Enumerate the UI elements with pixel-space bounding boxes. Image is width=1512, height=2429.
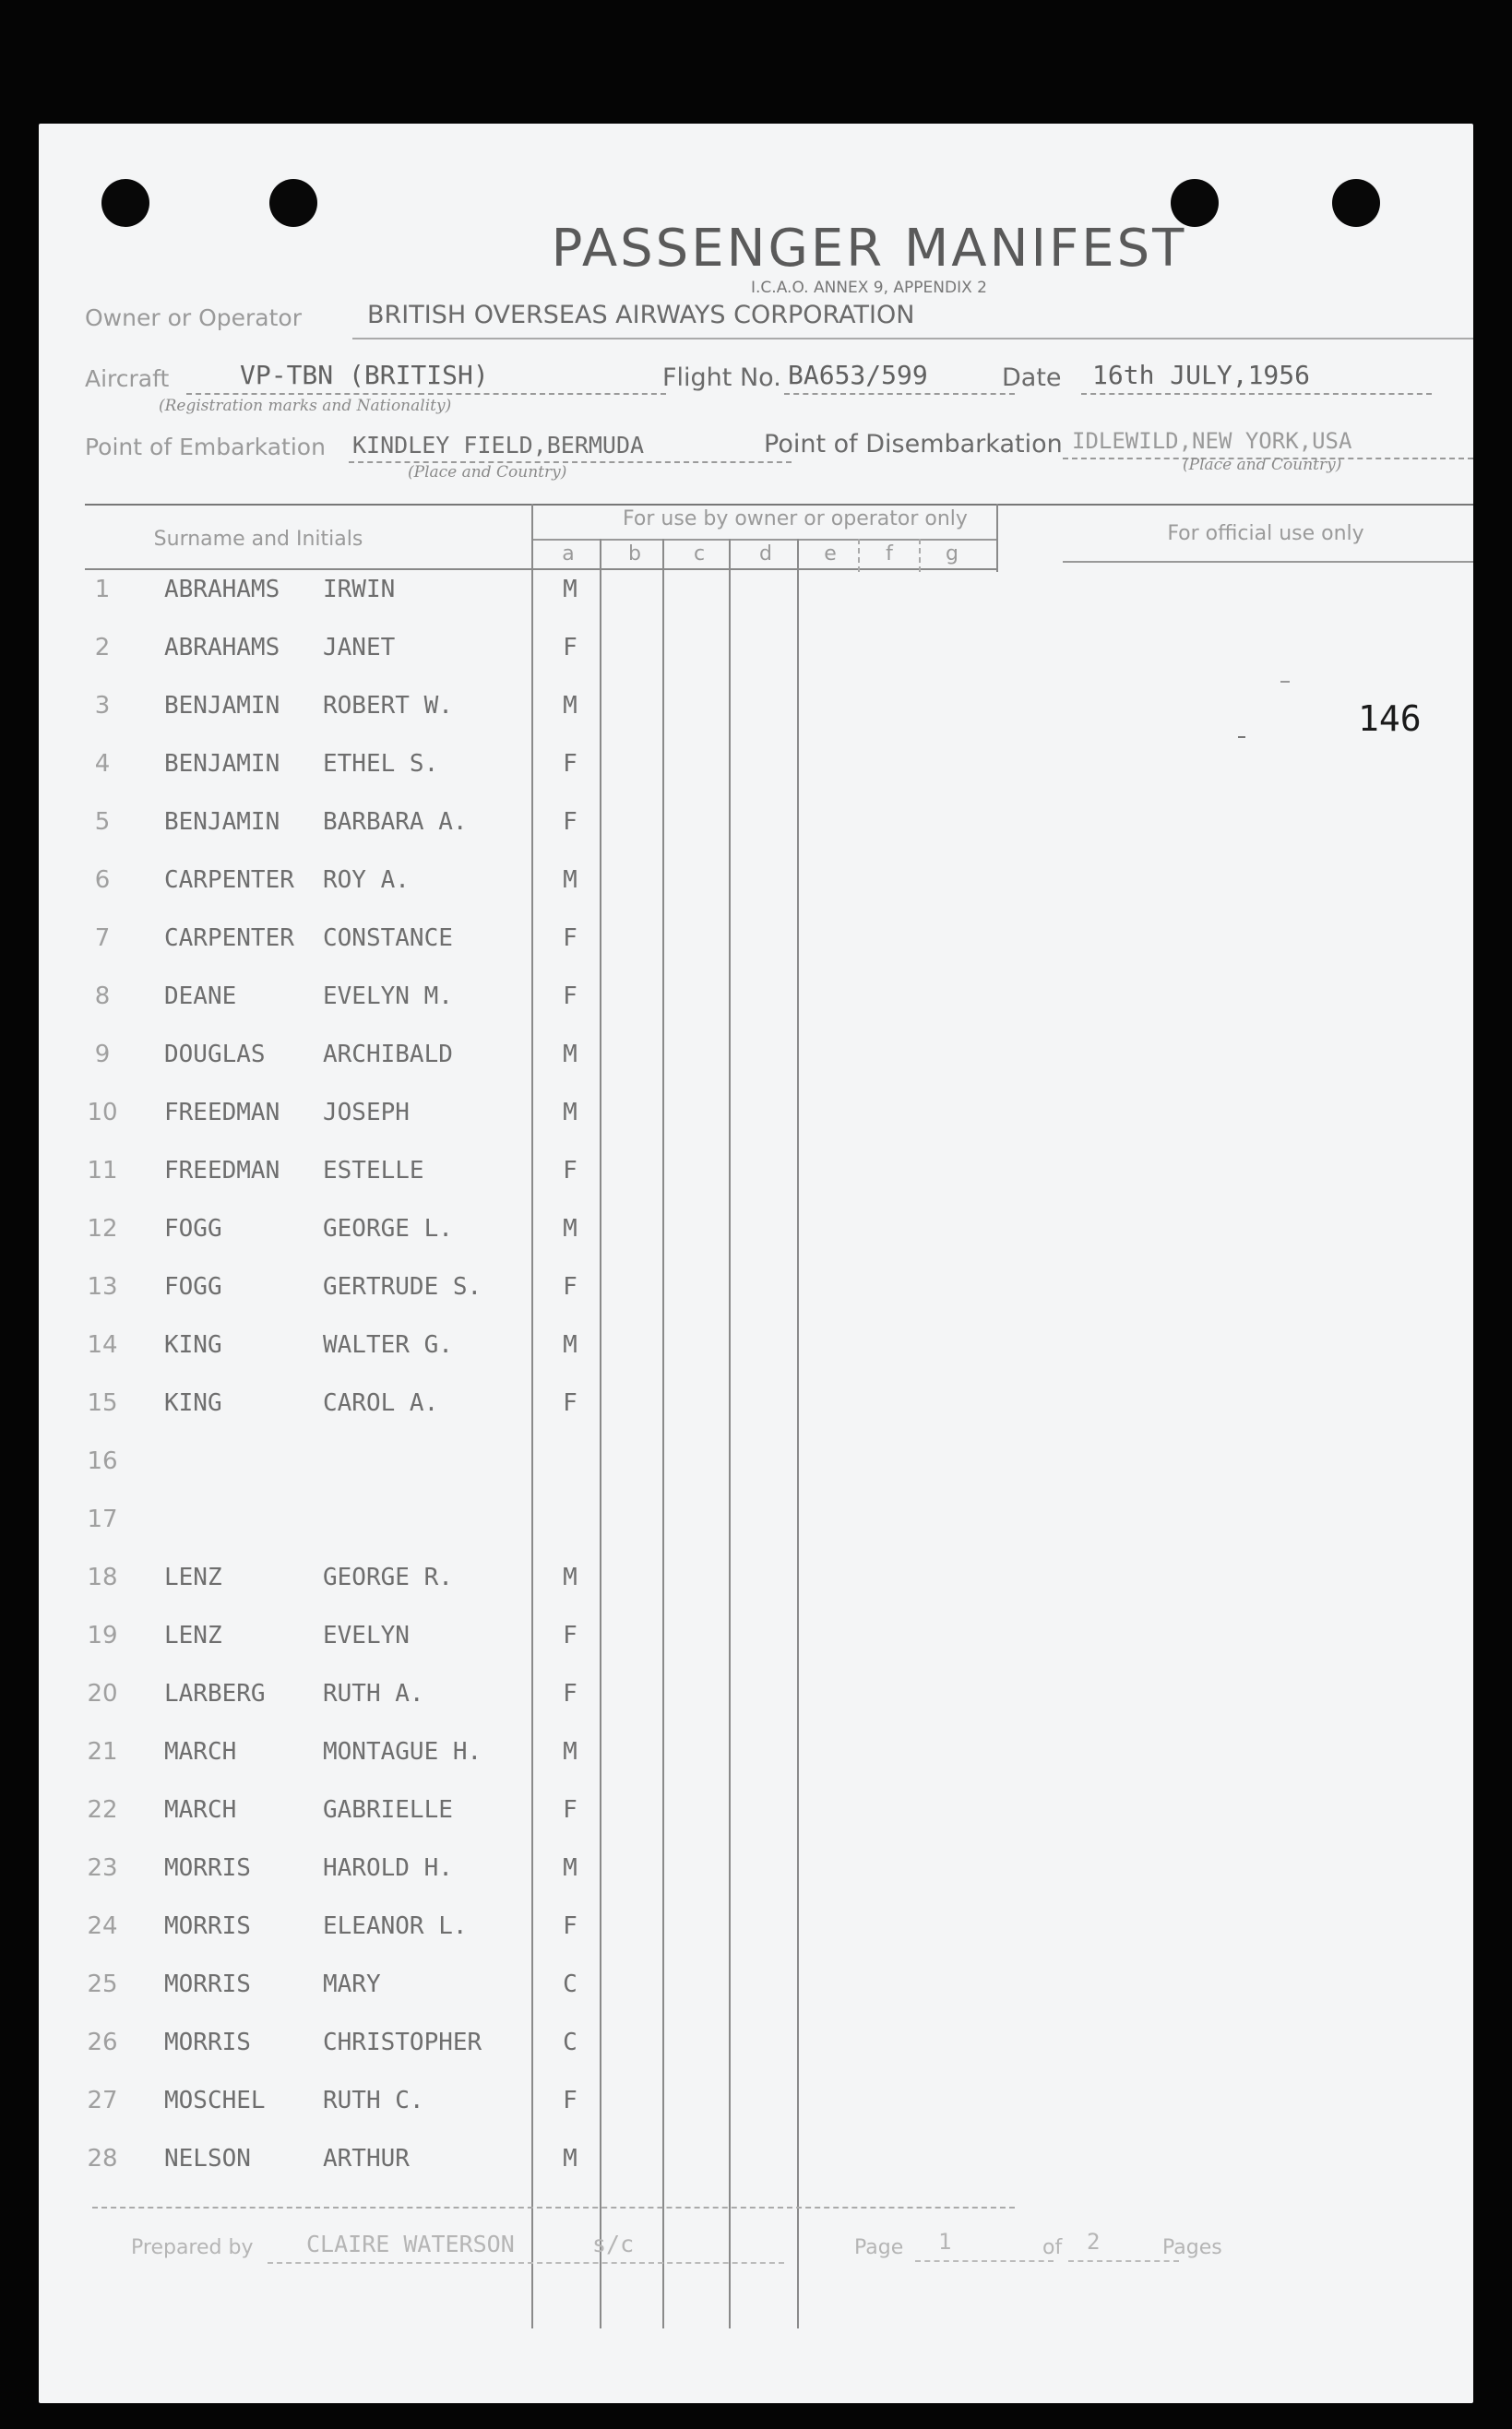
row-number: 15	[87, 1389, 118, 1417]
row-sex: M	[563, 2145, 577, 2173]
row-sex: F	[563, 634, 577, 661]
row-sex: F	[563, 750, 577, 778]
row-sex: F	[563, 2087, 577, 2114]
divider	[352, 338, 1473, 339]
col-a: a	[562, 542, 575, 566]
table-row	[39, 2145, 1473, 2202]
official-use-header: For official use only	[1167, 522, 1364, 545]
row-surname: CARPENTER	[164, 924, 294, 952]
table-row	[39, 2087, 1473, 2144]
table-bottom-border	[92, 2207, 1015, 2209]
aircraft-label: Aircraft	[85, 365, 170, 392]
embark-note: (Place and Country)	[408, 463, 567, 482]
row-surname: MORRIS	[164, 1912, 251, 1940]
row-number: 6	[94, 866, 111, 894]
row-first-name: EVELYN	[323, 1622, 410, 1649]
page-subtitle: I.C.A.O. ANNEX 9, APPENDIX 2	[751, 279, 987, 297]
flight-label: Flight No.	[662, 363, 781, 392]
row-first-name: CHRISTOPHER	[323, 2029, 482, 2056]
row-sex: F	[563, 1273, 577, 1301]
page-title: PASSENGER MANIFEST	[551, 219, 1187, 279]
embark-label: Point of Embarkation	[85, 434, 326, 460]
col-c: c	[693, 542, 706, 566]
table-row	[39, 2029, 1473, 2086]
row-sex: M	[563, 1854, 577, 1882]
row-first-name: ROBERT W.	[323, 692, 453, 720]
row-sex: F	[563, 1622, 577, 1649]
row-first-name: IRWIN	[323, 576, 396, 603]
row-number: 14	[87, 1331, 118, 1359]
row-first-name: ESTELLE	[323, 1157, 424, 1185]
table-row	[39, 1564, 1473, 1621]
punch-hole	[101, 179, 149, 227]
date-label: Date	[1002, 363, 1062, 392]
row-number: 12	[87, 1215, 118, 1243]
row-sex: M	[563, 1738, 577, 1766]
row-number: 23	[87, 1854, 118, 1882]
column-line	[919, 539, 921, 572]
table-row	[39, 1796, 1473, 1853]
row-first-name: RUTH C.	[323, 2087, 424, 2114]
row-surname: LENZ	[164, 1622, 222, 1649]
row-number: 16	[87, 1447, 118, 1475]
row-sex: M	[563, 1215, 577, 1243]
disembark-note: (Place and Country)	[1183, 456, 1342, 474]
row-first-name: GEORGE L.	[323, 1215, 453, 1243]
row-surname: BENJAMIN	[164, 750, 280, 778]
row-first-name: MONTAGUE H.	[323, 1738, 482, 1766]
row-first-name: ELEANOR L.	[323, 1912, 468, 1940]
row-surname: CARPENTER	[164, 866, 294, 894]
punch-hole	[1332, 179, 1380, 227]
col-e: e	[824, 542, 837, 566]
row-number: 22	[87, 1796, 118, 1824]
table-row	[39, 1622, 1473, 1679]
row-surname: KING	[164, 1331, 222, 1359]
table-row	[39, 1854, 1473, 1911]
row-first-name: ARTHUR	[323, 2145, 410, 2173]
row-number: 28	[87, 2145, 118, 2173]
underline	[268, 2262, 784, 2264]
page-label: Page	[854, 2236, 904, 2259]
row-surname: FOGG	[164, 1215, 222, 1243]
row-number: 9	[94, 1041, 111, 1068]
row-number: 4	[94, 750, 111, 778]
prepared-label: Prepared by	[131, 2236, 254, 2259]
row-sex: F	[563, 808, 577, 836]
table-row	[39, 1680, 1473, 1737]
pages-label: Pages	[1162, 2236, 1222, 2259]
row-number: 8	[94, 982, 111, 1010]
row-first-name: EVELYN M.	[323, 982, 453, 1010]
underline	[915, 2260, 1054, 2262]
row-surname: MARCH	[164, 1738, 237, 1766]
official-underline	[1063, 561, 1473, 563]
table-row	[39, 1215, 1473, 1272]
prepared-suffix: s/c	[592, 2231, 635, 2257]
row-sex: M	[563, 866, 577, 894]
row-first-name: JOSEPH	[323, 1099, 410, 1126]
row-surname: MARCH	[164, 1796, 237, 1824]
row-number: 13	[87, 1273, 118, 1301]
disembark-label: Point of Disembarkation	[764, 430, 1063, 458]
row-sex: M	[563, 692, 577, 720]
owner-value: BRITISH OVERSEAS AIRWAYS CORPORATION	[367, 301, 915, 329]
row-number: 17	[87, 1506, 118, 1533]
table-row	[39, 576, 1473, 633]
row-sex: F	[563, 1796, 577, 1824]
table-row	[39, 1447, 1473, 1505]
manifest-page	[39, 124, 1473, 2403]
row-number: 11	[87, 1157, 118, 1185]
row-surname: MOSCHEL	[164, 2087, 266, 2114]
column-line	[858, 539, 860, 572]
row-surname: MORRIS	[164, 1971, 251, 1998]
table-row	[39, 982, 1473, 1040]
row-surname: BENJAMIN	[164, 692, 280, 720]
row-sex: F	[563, 1157, 577, 1185]
row-surname: LARBERG	[164, 1680, 266, 1708]
row-surname: FREEDMAN	[164, 1099, 280, 1126]
name-header: Surname and Initials	[153, 528, 363, 551]
embark-value: KINDLEY FIELD,BERMUDA	[352, 432, 645, 458]
flight-value: BA653/599	[788, 360, 928, 390]
prepared-value: CLAIRE WATERSON	[306, 2231, 515, 2257]
table-row	[39, 634, 1473, 691]
punch-hole	[269, 179, 317, 227]
table-row	[39, 1273, 1473, 1330]
row-number: 5	[94, 808, 111, 836]
table-row	[39, 692, 1473, 749]
annotation-number: 146	[1358, 698, 1422, 739]
col-g: g	[946, 542, 958, 566]
row-number: 25	[87, 1971, 118, 1998]
row-surname: DOUGLAS	[164, 1041, 266, 1068]
of-label: of	[1042, 2236, 1063, 2259]
table-row	[39, 1971, 1473, 2028]
row-sex: M	[563, 1331, 577, 1359]
page-value: 1	[938, 2229, 952, 2255]
table-row	[39, 866, 1473, 923]
row-number: 26	[87, 2029, 118, 2056]
tick-mark	[1238, 736, 1245, 738]
table-row	[39, 1738, 1473, 1795]
row-sex: F	[563, 1680, 577, 1708]
row-sex: M	[563, 576, 577, 603]
row-first-name: ETHEL S.	[323, 750, 439, 778]
row-sex: M	[563, 1099, 577, 1126]
row-number: 21	[87, 1738, 118, 1766]
date-value: 16th JULY,1956	[1092, 360, 1311, 390]
row-first-name: GABRIELLE	[323, 1796, 453, 1824]
row-number: 7	[94, 924, 111, 952]
table-row	[39, 1912, 1473, 1970]
row-sex: F	[563, 1389, 577, 1417]
row-sex: M	[563, 1041, 577, 1068]
col-f: f	[886, 542, 893, 566]
row-sex: C	[563, 2029, 577, 2056]
row-surname: KING	[164, 1389, 222, 1417]
row-first-name: WALTER G.	[323, 1331, 453, 1359]
table-row	[39, 924, 1473, 982]
table-row	[39, 1157, 1473, 1214]
row-surname: FOGG	[164, 1273, 222, 1301]
row-sex: F	[563, 1912, 577, 1940]
table-row	[39, 750, 1473, 807]
row-number: 20	[87, 1680, 118, 1708]
table-row	[39, 1389, 1473, 1447]
row-surname: NELSON	[164, 2145, 251, 2173]
aircraft-note: (Registration marks and Nationality)	[159, 397, 452, 415]
row-number: 2	[94, 634, 111, 661]
row-first-name: CONSTANCE	[323, 924, 453, 952]
disembark-value: IDLEWILD,NEW YORK,USA	[1072, 428, 1352, 454]
underline	[1068, 2260, 1179, 2262]
col-d: d	[759, 542, 772, 566]
row-number: 19	[87, 1622, 118, 1649]
underline	[1081, 393, 1432, 395]
row-number: 1	[94, 576, 111, 603]
row-first-name: RUTH A.	[323, 1680, 424, 1708]
table-row	[39, 1506, 1473, 1563]
row-first-name: MARY	[323, 1971, 381, 1998]
row-number: 18	[87, 1564, 118, 1591]
table-row	[39, 1099, 1473, 1156]
row-first-name: ROY A.	[323, 866, 410, 894]
row-surname: ABRAHAMS	[164, 634, 280, 661]
owner-use-header: For use by owner or operator only	[623, 507, 968, 530]
row-first-name: HAROLD H.	[323, 1854, 453, 1882]
row-number: 3	[94, 692, 111, 720]
row-surname: MORRIS	[164, 1854, 251, 1882]
row-surname: DEANE	[164, 982, 237, 1010]
row-surname: LENZ	[164, 1564, 222, 1591]
tick-mark	[1280, 681, 1290, 683]
column-line	[996, 504, 998, 572]
row-number: 27	[87, 2087, 118, 2114]
row-first-name: ARCHIBALD	[323, 1041, 453, 1068]
table-top-border	[85, 504, 1473, 506]
table-row	[39, 808, 1473, 865]
underline	[186, 393, 666, 395]
row-surname: BENJAMIN	[164, 808, 280, 836]
row-first-name: GEORGE R.	[323, 1564, 453, 1591]
row-first-name: GERTRUDE S.	[323, 1273, 482, 1301]
total-value: 2	[1087, 2229, 1101, 2255]
row-surname: ABRAHAMS	[164, 576, 280, 603]
row-sex: M	[563, 1564, 577, 1591]
row-surname: FREEDMAN	[164, 1157, 280, 1185]
row-sex: F	[563, 924, 577, 952]
owner-label: Owner or Operator	[85, 304, 302, 331]
table-row	[39, 1041, 1473, 1098]
col-b: b	[628, 542, 641, 566]
row-first-name: JANET	[323, 634, 396, 661]
row-sex: C	[563, 1971, 577, 1998]
underline	[784, 393, 1015, 395]
row-number: 24	[87, 1912, 118, 1940]
row-sex: F	[563, 982, 577, 1010]
row-first-name: BARBARA A.	[323, 808, 468, 836]
table-row	[39, 1331, 1473, 1388]
aircraft-value: VP-TBN (BRITISH)	[240, 360, 489, 390]
row-first-name: CAROL A.	[323, 1389, 439, 1417]
row-number: 10	[87, 1099, 118, 1126]
row-surname: MORRIS	[164, 2029, 251, 2056]
